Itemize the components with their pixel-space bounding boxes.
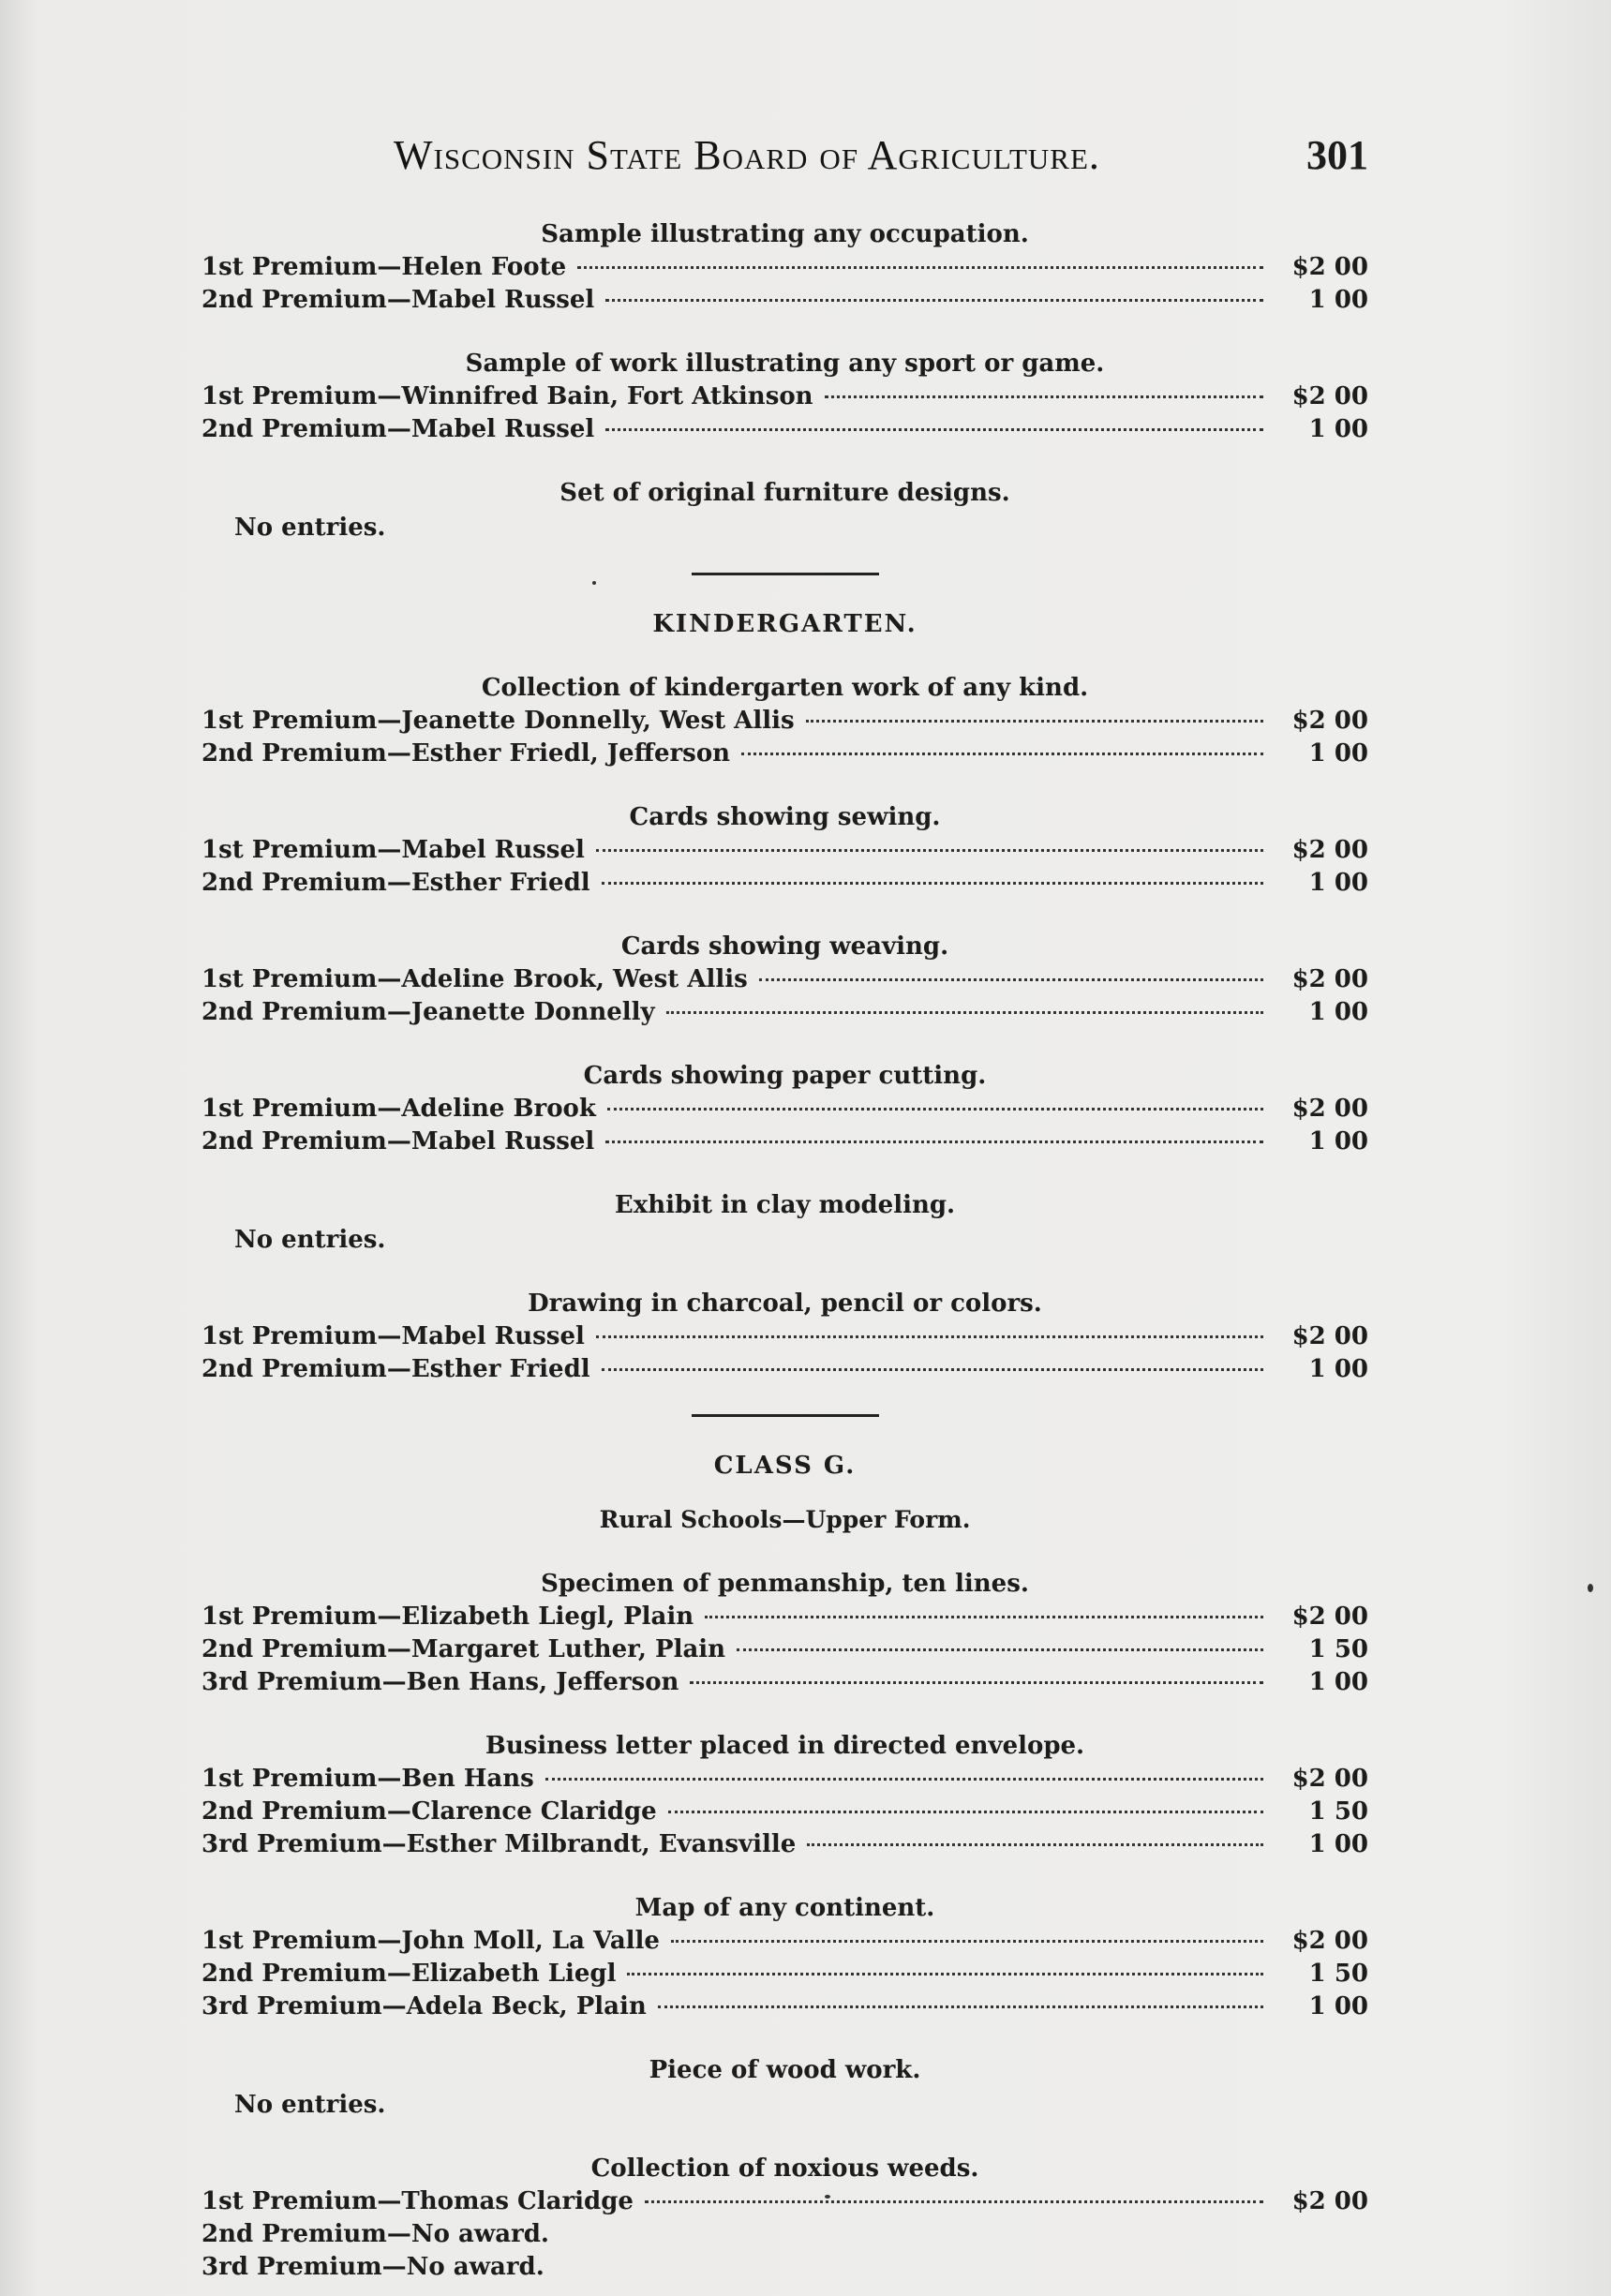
award-row: [201, 1666, 1368, 1699]
award-row: [201, 1763, 1368, 1796]
premium-section: [201, 1891, 1368, 2023]
section-heading: Cards showing paper cutting.: [583, 1062, 987, 1090]
premium-section: [201, 2053, 1368, 2122]
award-text: 1st Premium—Elizabeth Liegl, Plain: [201, 1603, 694, 1631]
award-row: [201, 1925, 1368, 1958]
no-entries-note: No entries.: [234, 514, 386, 542]
award-row: [201, 380, 1368, 413]
award-amount: 1 00: [1308, 1992, 1368, 2020]
premium-section: [201, 800, 1368, 900]
page-number: 301: [1306, 132, 1368, 178]
award-row: [201, 996, 1368, 1029]
award-row: [201, 963, 1368, 996]
award-text: 2nd Premium—Mabel Russel: [201, 415, 595, 443]
dot-leader: [690, 1680, 1263, 1684]
award-amount: 1 00: [1308, 415, 1368, 443]
award-amount: $2 00: [1291, 2187, 1368, 2215]
award-amount: 1 50: [1308, 1797, 1368, 1826]
award-row: [201, 1958, 1368, 1990]
section-heading: Piece of wood work.: [649, 2056, 921, 2084]
dot-leader: [627, 1972, 1263, 1975]
dot-leader: [605, 427, 1263, 431]
award-amount: $2 00: [1291, 965, 1368, 993]
section-heading: Business letter placed in directed envelope.: [485, 1732, 1085, 1760]
class-g-subtitle: Rural Schools—Upper Form.: [599, 1506, 971, 1533]
award-amount: 1 00: [1308, 286, 1368, 314]
dot-leader: [759, 977, 1263, 981]
print-speck: [825, 2195, 830, 2199]
premium-section: [201, 217, 1368, 317]
print-speck: [592, 581, 596, 585]
award-text: 2nd Premium—Clarence Claridge: [201, 1797, 657, 1826]
premium-section: [201, 1059, 1368, 1158]
dot-leader: [605, 298, 1263, 302]
award-text: 2nd Premium—Esther Friedl: [201, 1355, 590, 1383]
award-text: 2nd Premium—No award.: [201, 2220, 549, 2248]
award-text: 2nd Premium—Margaret Luther, Plain: [201, 1635, 726, 1663]
dot-leader: [645, 2199, 1263, 2203]
award-text: 1st Premium—Adeline Brook: [201, 1095, 596, 1123]
section-heading: Exhibit in clay modeling.: [614, 1191, 956, 1219]
award-row: [201, 1990, 1368, 2023]
award-row: [201, 705, 1368, 738]
award-row: [201, 2185, 1368, 2218]
award-text: 1st Premium—Mabel Russel: [201, 1322, 585, 1350]
section-heading: Collection of noxious weeds.: [590, 2154, 979, 2183]
premium-section: [201, 930, 1368, 1029]
award-text: 1st Premium—Ben Hans: [201, 1765, 534, 1793]
award-amount: $2 00: [1291, 382, 1368, 410]
award-amount: $2 00: [1291, 707, 1368, 735]
dot-leader: [545, 1777, 1263, 1781]
section-heading: Sample illustrating any occupation.: [541, 220, 1029, 248]
class-g-title: CLASS G.: [713, 1452, 857, 1480]
award-amount: $2 00: [1291, 1322, 1368, 1350]
award-text: 1st Premium—John Moll, La Valle: [201, 1927, 660, 1955]
award-row: [201, 1093, 1368, 1126]
award-row: [201, 738, 1368, 770]
dot-leader: [577, 265, 1263, 269]
premium-section: [201, 1729, 1368, 1861]
award-text: 2nd Premium—Esther Friedl: [201, 869, 590, 897]
dot-leader: [605, 1140, 1263, 1143]
award-amount: $2 00: [1291, 1765, 1368, 1793]
section-heading: Cards showing weaving.: [620, 932, 949, 961]
dot-leader: [807, 1842, 1263, 1846]
dot-leader: [806, 719, 1263, 723]
award-text: 1st Premium—Thomas Claridge: [201, 2187, 634, 2215]
intro-sections: [201, 217, 1368, 544]
award-row: [201, 2251, 1368, 2284]
award-text: 2nd Premium—Elizabeth Liegl: [201, 1960, 617, 1988]
award-text: 3rd Premium—Esther Milbrandt, Evansville: [201, 1830, 797, 1858]
award-amount: $2 00: [1291, 1095, 1368, 1123]
premium-section: [201, 476, 1368, 544]
award-amount: 1 50: [1308, 1960, 1368, 1988]
award-amount: 1 00: [1308, 998, 1368, 1026]
award-row: [201, 251, 1368, 284]
award-row: [201, 2218, 1368, 2251]
premium-section: [201, 1567, 1368, 1699]
premium-section: [201, 2152, 1368, 2284]
award-row: [201, 834, 1368, 867]
award-row: [201, 1796, 1368, 1828]
award-row: [201, 1320, 1368, 1353]
dot-leader: [607, 1107, 1263, 1111]
section-heading: Drawing in charcoal, pencil or colors.: [528, 1290, 1042, 1318]
award-text: 3rd Premium—No award.: [201, 2253, 544, 2281]
section-heading: Map of any continent.: [634, 1894, 935, 1922]
section-heading: Set of original furniture designs.: [559, 479, 1010, 507]
award-text: 3rd Premium—Ben Hans, Jefferson: [201, 1668, 679, 1696]
class-g-sections: [201, 1567, 1368, 2284]
award-text: 3rd Premium—Adela Beck, Plain: [201, 1992, 647, 2020]
section-heading: Specimen of penmanship, ten lines.: [541, 1570, 1029, 1598]
dot-leader: [602, 881, 1263, 885]
award-row: [201, 867, 1368, 900]
page-header: [394, 131, 1368, 187]
dot-leader: [668, 1810, 1263, 1813]
no-entries-note: No entries.: [234, 1226, 386, 1254]
dot-leader: [825, 395, 1263, 398]
award-amount: $2 00: [1291, 836, 1368, 864]
premium-section: [201, 1188, 1368, 1257]
no-entries-note: No entries.: [234, 2091, 386, 2119]
dot-leader: [666, 1010, 1263, 1014]
section-divider: [692, 1414, 879, 1417]
section-divider: [692, 573, 879, 575]
award-text: 2nd Premium—Jeanette Donnelly: [201, 998, 655, 1026]
running-title: Wisconsin State Board of Agriculture.: [394, 132, 1100, 178]
award-row: [201, 1353, 1368, 1386]
award-text: 1st Premium—Mabel Russel: [201, 836, 585, 864]
print-speck: [1588, 1584, 1593, 1592]
award-amount: 1 00: [1308, 739, 1368, 768]
premium-section: [201, 671, 1368, 770]
award-amount: 1 00: [1308, 1127, 1368, 1155]
dot-leader: [602, 1367, 1263, 1371]
award-text: 1st Premium—Winnifred Bain, Fort Atkinson: [201, 382, 813, 410]
award-amount: $2 00: [1291, 1927, 1368, 1955]
dot-leader: [737, 1647, 1263, 1651]
dot-leader: [671, 1939, 1263, 1943]
award-text: 1st Premium—Helen Foote: [201, 253, 567, 281]
dot-leader: [741, 752, 1263, 755]
award-amount: 1 00: [1308, 1830, 1368, 1858]
section-heading: Collection of kindergarten work of any kind.: [481, 674, 1089, 702]
dot-leader: [705, 1615, 1263, 1618]
award-text: 1st Premium—Jeanette Donnelly, West Allis: [201, 707, 795, 735]
award-amount: 1 00: [1308, 1668, 1368, 1696]
award-amount: 1 50: [1308, 1635, 1368, 1663]
section-heading: Sample of work illustrating any sport or game.: [465, 350, 1105, 378]
award-text: 2nd Premium—Esther Friedl, Jefferson: [201, 739, 731, 768]
page-content: [201, 217, 1368, 2284]
award-row: [201, 1601, 1368, 1633]
dot-leader: [596, 848, 1263, 852]
dot-leader: [596, 1334, 1263, 1338]
award-text: 2nd Premium—Mabel Russel: [201, 1127, 595, 1155]
award-row: [201, 1633, 1368, 1666]
award-row: [201, 1126, 1368, 1158]
dot-leader: [658, 2005, 1263, 2008]
award-row: [201, 413, 1368, 446]
kindergarten-title: KINDERGARTEN.: [652, 610, 917, 638]
award-amount: $2 00: [1291, 253, 1368, 281]
award-row: [201, 1828, 1368, 1861]
award-amount: 1 00: [1308, 1355, 1368, 1383]
award-amount: $2 00: [1291, 1603, 1368, 1631]
section-heading: Cards showing sewing.: [629, 803, 941, 831]
award-amount: 1 00: [1308, 869, 1368, 897]
kindergarten-sections: [201, 671, 1368, 1386]
award-text: 2nd Premium—Mabel Russel: [201, 286, 595, 314]
premium-section: [201, 1287, 1368, 1386]
award-row: [201, 284, 1368, 317]
award-text: 1st Premium—Adeline Brook, West Allis: [201, 965, 748, 993]
premium-section: [201, 347, 1368, 446]
